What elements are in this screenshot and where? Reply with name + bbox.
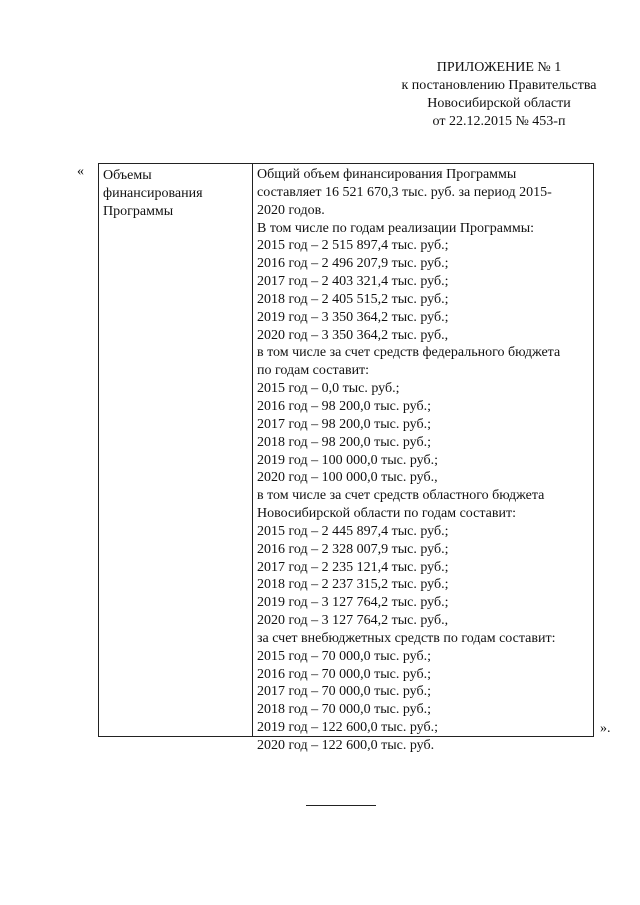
label-line: Объемы xyxy=(103,168,152,183)
closing-quote: ». xyxy=(600,721,611,736)
appendix-header xyxy=(330,59,640,131)
financing-line: по годам составит: xyxy=(257,363,370,379)
financing-line: Новосибирской области по годам составит: xyxy=(257,506,516,522)
financing-line: 2015 год – 2 445 897,4 тыс. руб.; xyxy=(257,523,449,539)
financing-line: 2016 год – 2 496 207,9 тыс. руб.; xyxy=(257,256,449,272)
financing-line: 2018 год – 2 405 515,2 тыс. руб.; xyxy=(257,291,449,307)
financing-line: В том числе по годам реализации Программы: xyxy=(257,220,534,236)
resolution-ref: к постановлению Правительства xyxy=(401,78,597,93)
financing-line: 2015 год – 2 515 897,4 тыс. руб.; xyxy=(257,238,449,254)
financing-line: 2020 годов. xyxy=(257,202,325,218)
label-line: Программы xyxy=(103,204,174,219)
financing-line: 2019 год – 122 600,0 тыс. руб.; xyxy=(257,720,438,736)
financing-line: 2019 год – 100 000,0 тыс. руб.; xyxy=(257,452,438,468)
financing-line: 2018 год – 2 237 315,2 тыс. руб.; xyxy=(257,577,449,593)
financing-line: 2017 год – 70 000,0 тыс. руб.; xyxy=(257,684,431,700)
financing-line: составляет 16 521 670,3 тыс. руб. за период 2015- xyxy=(257,184,552,200)
financing-line: 2015 год – 0,0 тыс. руб.; xyxy=(257,381,400,397)
financing-line: 2016 год – 2 328 007,9 тыс. руб.; xyxy=(257,541,449,557)
footer-separator xyxy=(306,805,376,806)
appendix-title: ПРИЛОЖЕНИЕ № 1 xyxy=(436,60,562,75)
financing-line: 2015 год – 70 000,0 тыс. руб.; xyxy=(257,648,431,664)
financing-line: 2019 год – 3 127 764,2 тыс. руб.; xyxy=(257,595,449,611)
financing-line: за счет внебюджетных средств по годам составит: xyxy=(257,630,556,646)
financing-line: 2020 год – 3 127 764,2 тыс. руб., xyxy=(257,613,449,629)
label-line: финансирования xyxy=(103,186,203,201)
financing-line: 2019 год – 3 350 364,2 тыс. руб.; xyxy=(257,309,449,325)
financing-line: 2017 год – 98 200,0 тыс. руб.; xyxy=(257,416,431,432)
financing-line: 2020 год – 122 600,0 тыс. руб. xyxy=(257,738,435,753)
table-value-cell xyxy=(253,164,593,753)
table-label-cell xyxy=(99,164,253,736)
financing-line: 2020 год – 3 350 364,2 тыс. руб., xyxy=(257,327,449,343)
financing-table xyxy=(98,163,594,753)
financing-line: 2016 год – 70 000,0 тыс. руб.; xyxy=(257,666,431,682)
financing-line: 2018 год – 98 200,0 тыс. руб.; xyxy=(257,434,431,450)
financing-line: 2020 год – 100 000,0 тыс. руб., xyxy=(257,470,438,486)
region-name: Новосибирской области xyxy=(427,96,571,111)
financing-line: 2018 год – 70 000,0 тыс. руб.; xyxy=(257,702,431,718)
financing-line: в том числе за счет средств федерального бюджета xyxy=(257,345,561,361)
financing-line: Общий объем финансирования Программы xyxy=(257,167,517,182)
financing-line: 2017 год – 2 403 321,4 тыс. руб.; xyxy=(257,274,449,290)
financing-line: 2017 год – 2 235 121,4 тыс. руб.; xyxy=(257,559,449,575)
financing-line: в том числе за счет средств областного бюджета xyxy=(257,488,545,504)
financing-line: 2016 год – 98 200,0 тыс. руб.; xyxy=(257,398,431,414)
resolution-date-number: от 22.12.2015 № 453-п xyxy=(432,114,566,129)
opening-quote: « xyxy=(77,164,84,179)
